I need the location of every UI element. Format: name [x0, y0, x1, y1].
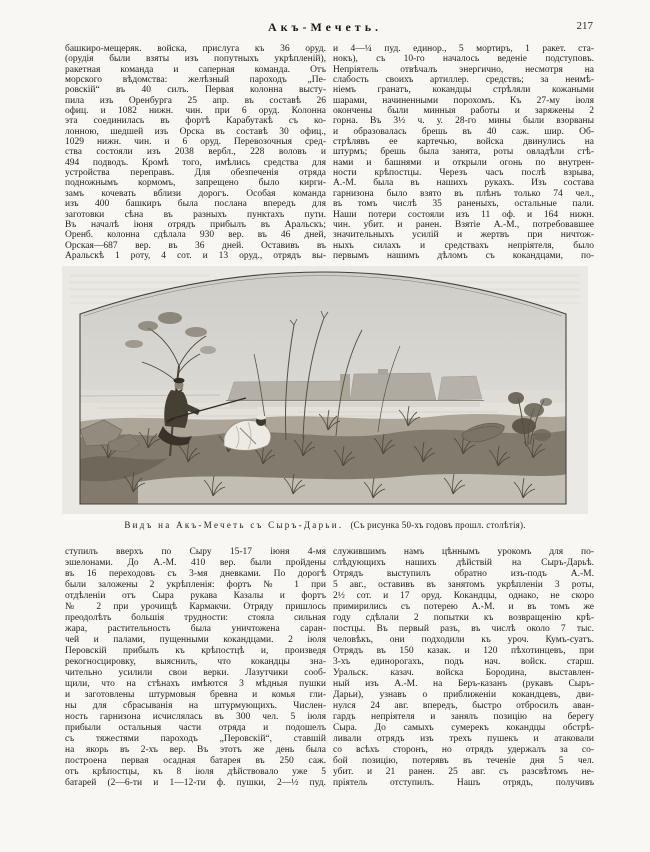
text-line: Сыра. До самыхъ сумерекъ кокандцы обстрѣ-	[333, 723, 594, 733]
text-line: первымъ нашимъ дѣломъ съ кокандцами, по-	[333, 250, 594, 261]
text-line: нокъ), съ 10-го началось веденіе подступовъ.	[333, 54, 594, 65]
caption-note: (Съ рисунка 50-хъ годовъ прошл. столѣтія).	[350, 520, 526, 530]
text-line: офиц. и 1082 нижн. чин. при 6 оруд. Колонна	[65, 106, 326, 117]
text-line: изъ 400 башкиръ была послана впередъ для	[65, 199, 326, 210]
text-line: жара, растительность была уничтожена саран-	[65, 624, 326, 634]
text-line: щили, что на стѣнахъ имѣются 3 мѣдныя пушки	[65, 679, 326, 689]
text-line: гарнизона было взято въ плѣнъ только 74 чел.,	[333, 188, 594, 199]
text-line: въ 16 переходовъ съ 3-мя дневками. По дорогѣ	[65, 569, 326, 579]
text-line: со всѣхъ сторонъ, но отрядъ удержалъ за со-	[333, 745, 594, 755]
text-line: построена первая осадная батарея въ 250 саж.	[65, 756, 326, 766]
text-line: ракетная команда и саперная команда. Отъ	[65, 64, 326, 75]
text-line: пріятель отступилъ. Нашъ отрядъ, получивъ	[333, 778, 594, 788]
page-header-title: Акъ-Мечеть.	[267, 20, 383, 34]
text-line: году сдѣлали 2 попытки къ возвращенію крѣ-	[333, 613, 594, 623]
text-line: на якорь въ 2-хъ вер. Въ этотъ же день была	[65, 745, 326, 755]
text-line: ности крѣпостцы. Черезъ часъ послѣ взрыва,	[333, 168, 594, 179]
text-line: Отрядъ въ 150 казак. и 120 пѣхотинцевъ, при	[333, 646, 594, 656]
text-line: ливали отрядъ изъ трехъ пушекъ и атаковали	[333, 734, 594, 744]
text-line: батарей (2—6-ти и 1—12-ти ф. пушки, 2—½ пуд.	[65, 778, 326, 788]
text-line: (орудія были взяты изъ попутныхъ укрѣпленій),	[65, 54, 326, 65]
text-line: эта соединилась въ фортѣ Карабутакѣ съ ко-	[65, 116, 326, 127]
text-line: убит. и 21 ранен. 25 авг. съ разсвѣтомъ не-	[333, 767, 594, 777]
text-line: башкиро-мещеряк. войска, прислуга къ 36 оруд.	[65, 44, 326, 54]
text-line: ступилъ вверхъ по Сыру 15-17 іюня 4-мя	[65, 547, 326, 557]
text-line: бой позицію, потерявъ въ теченіе дня 5 чел.	[333, 756, 594, 766]
text-line: Наши потери состояли изъ 11 оф. и 164 нижн.	[333, 209, 594, 220]
text-line: лонною, шедшей изъ Орска въ составѣ 30 офиц.,	[65, 126, 326, 137]
text-line: гардъ непріятеля и занялъ позицію на берегу	[333, 712, 594, 722]
text-line: примирились съ потерею А.-М. и въ томъ же	[333, 602, 594, 612]
text-line: отъ крѣпостцы, къ 8 іюля дѣйствовало уже 5	[65, 767, 326, 777]
text-line: Аральскѣ 1 роту, 4 сот. и 13 оруд., отрядъ вы-	[65, 250, 326, 261]
text-line: шарами, начиненными порохомъ. Къ 27-му іюля	[333, 95, 594, 106]
bottom-right-column	[333, 547, 594, 789]
text-line: преодолѣть большія трудности: стояла сильная	[65, 613, 326, 623]
text-line: морского вѣдомства: желѣзный пароходъ „Пе-	[65, 75, 326, 86]
text-line: штурмъ; брешь была занята, роты овладѣли стѣ-	[333, 147, 594, 158]
text-line: слабость своихъ артиллер. средствъ; за неимѣ-	[333, 75, 594, 86]
top-right-column	[333, 44, 594, 261]
text-line: ніемъ гранатъ, кокандцы стрѣляли кожаными	[333, 85, 594, 96]
text-line: и 4—¼ пуд. единор., 5 мортиръ, 1 ракет. ста-	[333, 44, 594, 54]
text-line: прибыли остальныя части отряда и подошелъ	[65, 723, 326, 733]
caption-title: Видъ на Акъ-Мечеть съ Сыръ-Дарьи.	[124, 520, 344, 530]
page-number: 217	[576, 20, 593, 32]
illustration-caption	[0, 520, 650, 530]
text-line: Въ началѣ іюня отрядъ прибылъ въ Аральскъ;	[65, 219, 326, 230]
text-line: нами и башнями и открыли огонь по внутрен-	[333, 157, 594, 168]
text-line: Непріятель отвѣчалъ энергично, несмотря на	[333, 64, 594, 75]
text-line: человѣкъ, они подходили къ уроч. Кумъ-суатъ.	[333, 635, 594, 645]
text-line: чин. убит. и ранен. Взятіе А.-М., потребовавшее	[333, 219, 594, 230]
text-line: Перовскій прибылъ къ крѣпостцѣ и, произведя	[65, 646, 326, 656]
top-left-column	[65, 44, 326, 261]
text-line: отдѣленіи отъ Сыра рукава Казалы и фортъ	[65, 591, 326, 601]
bottom-left-column	[65, 547, 326, 789]
text-line: Оренб. колонна сдѣлала 930 вер. въ 46 дней,	[65, 230, 326, 241]
text-line: чительно усилили свои верки. Лазутчики сооб-	[65, 668, 326, 678]
text-line: въ томъ числѣ 35 раненыхъ, остальные пали.	[333, 199, 594, 210]
text-line: и заготовлены штурмовыя бревна и комья гли-	[65, 690, 326, 700]
text-line: горна. Въ 3½ ч. у. 28-го мины были взорваны	[333, 116, 594, 127]
text-line: ны для сбрасыванія на штурмующихъ. Числен-	[65, 701, 326, 711]
text-line: Дарьи), узнавъ о приближеніи кокандцевъ, дви-	[333, 690, 594, 700]
text-line: 5 авг., оставивъ въ занятомъ укрѣпленіи 3 роты,	[333, 580, 594, 590]
text-line: окончены были минныя работы и заряжены 2	[333, 106, 594, 117]
text-line: заготовки сѣна въ разныхъ пунктахъ пути.	[65, 209, 326, 220]
text-line: 3-хъ единорогахъ, подъ нач. войск. старш.	[333, 657, 594, 667]
text-line: А.-М. была въ нашихъ рукахъ. Изъ состава	[333, 178, 594, 189]
text-line: постцы. Въ первый разъ, въ числѣ около 7 тыс.	[333, 624, 594, 634]
text-line: замъ кочевать вблизи дорогъ. Особая команда	[65, 188, 326, 199]
text-line: значительныхъ усилій и жертвъ при ничтож-	[333, 230, 594, 241]
text-line: 2½ сот. и 17 оруд. Кокандцы, однако, не скоро	[333, 591, 594, 601]
engraving-view-of-ak-mechet-from-syr-darya	[78, 270, 568, 506]
text-line: Отрядъ выступилъ обратно изъ-подъ А.-М.	[333, 569, 594, 579]
text-line: ность гарнизона исчислялась въ 300 чел. 5 іюля	[65, 712, 326, 722]
text-line: стрѣлявъ ее картечью, войска двинулись на	[333, 137, 594, 148]
text-line: служившимъ намъ цѣннымъ урокомъ для по-	[333, 547, 594, 557]
text-line: ный изъ А.-М. на Беръ-казанъ (рукавъ Сыръ-	[333, 679, 594, 689]
text-line: подножнымъ кормомъ, запрещено было кирги-	[65, 178, 326, 189]
text-line: чей и палами, пущенными кокандцами. 2 іюля	[65, 635, 326, 645]
text-line: Уральск. казач. войска Бородина, выставлен-	[333, 668, 594, 678]
text-line: ровскій“ въ 40 силъ. Первая колонна высту-	[65, 85, 326, 96]
text-line: ныхъ силахъ и средствахъ непріятеля, было	[333, 240, 594, 251]
text-line: рекогносцировку, выяснилъ, что кокандцы зна-	[65, 657, 326, 667]
text-line: были заложены 2 укрѣпленія: фортъ № 1 при	[65, 580, 326, 590]
text-line: № 2 при урочищѣ Кармакчи. Отряду пришлось	[65, 602, 326, 612]
text-line: слѣдующихъ нашихъ дѣйствій на Сыръ-Дарьѣ.	[333, 558, 594, 568]
text-line: эшелонами. До А.-М. 410 вер. были пройдены	[65, 558, 326, 568]
text-line: и образовалась брешь въ 40 саж. шир. Об-	[333, 126, 594, 137]
text-line: Орская—687 вер. въ 36 дней. Оставивъ въ	[65, 240, 326, 251]
text-line: съ тяжестями пароходъ „Перовскій“, ставшій	[65, 734, 326, 744]
text-line: 1029 нижн. чин. и 6 оруд. Перевозочныя сред-	[65, 137, 326, 148]
text-line: пила изъ Оренбурга 25 апр. въ составѣ 26	[65, 95, 326, 106]
text-line: нулся 24 авг. впередъ, быстро отбросилъ аван-	[333, 701, 594, 711]
text-line: ства состояли изъ 2038 вербл., 228 воловъ и	[65, 147, 326, 158]
text-line: устройства переправъ. Для обезпеченія отряда	[65, 168, 326, 179]
text-line: 494 подводъ. Кромѣ того, имѣлись средства для	[65, 157, 326, 168]
